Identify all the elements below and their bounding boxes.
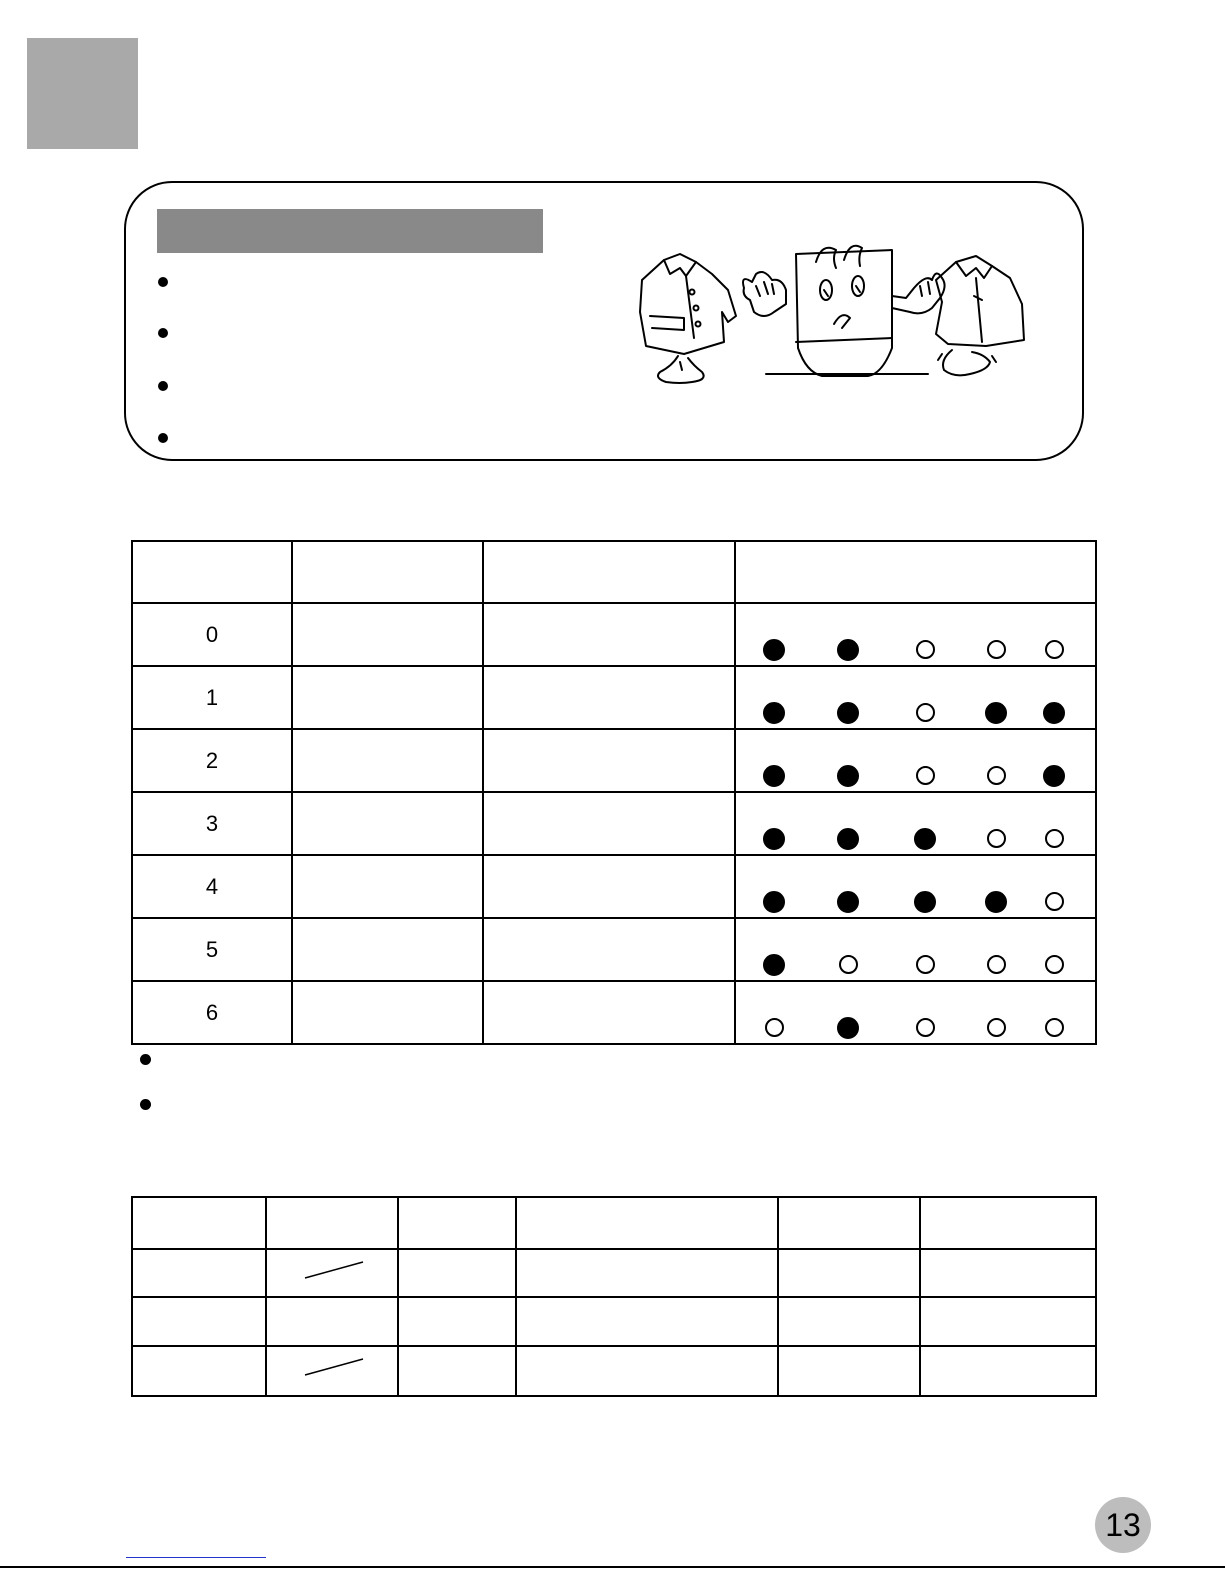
indicator-lamp-off	[916, 1018, 935, 1037]
table-cell	[132, 1346, 266, 1396]
indicator-lamp-off	[916, 766, 935, 785]
indicator-lamp-lit	[763, 891, 785, 913]
table-row	[132, 603, 1096, 666]
indicator-lamp-lit	[763, 954, 785, 976]
table-cell	[292, 603, 483, 666]
washing-machine-illustration	[636, 238, 1036, 403]
table-cell	[266, 1346, 398, 1396]
notice-bullet	[158, 381, 168, 391]
indicator-lamps	[735, 918, 1096, 981]
indicator-lamps	[735, 981, 1096, 1044]
indicator-lamp-lit	[1043, 702, 1065, 724]
indicator-lamp-off	[916, 955, 935, 974]
table-cell	[132, 1249, 266, 1297]
table-cell	[292, 729, 483, 792]
indicator-lamps	[735, 792, 1096, 855]
table-cell	[516, 1249, 778, 1297]
header-cell	[266, 1197, 398, 1249]
table-cell	[483, 918, 735, 981]
table-cell	[920, 1249, 1096, 1297]
indicator-lamp-lit	[763, 765, 785, 787]
header-cell	[483, 541, 735, 603]
indicator-lamp-lit	[763, 828, 785, 850]
error-code: 0	[132, 603, 292, 666]
indicator-lamp-off	[1045, 829, 1064, 848]
indicator-lamps	[735, 855, 1096, 918]
table-cell	[398, 1297, 516, 1346]
indicator-lamp-lit	[914, 828, 936, 850]
indicator-lamp-lit	[837, 891, 859, 913]
note-bullet	[140, 1054, 151, 1065]
table-cell	[483, 666, 735, 729]
table-cell	[920, 1346, 1096, 1396]
indicator-lamp-lit	[837, 828, 859, 850]
table-cell	[778, 1297, 920, 1346]
indicator-lamp-lit	[985, 891, 1007, 913]
header-cell	[292, 541, 483, 603]
table-cell	[266, 1249, 398, 1297]
notice-bullet	[158, 328, 168, 338]
footer-rule	[0, 1566, 1225, 1568]
table-row	[132, 666, 1096, 729]
table-cell	[132, 1297, 266, 1346]
table-cell	[516, 1297, 778, 1346]
indicator-lamp-off	[1045, 640, 1064, 659]
indicator-lamp-off	[1045, 892, 1064, 911]
indicator-lamp-lit	[914, 891, 936, 913]
table-cell	[778, 1346, 920, 1396]
table-cell	[778, 1249, 920, 1297]
table-row	[132, 981, 1096, 1044]
indicator-lamp-off	[987, 955, 1006, 974]
table-cell	[398, 1346, 516, 1396]
table-row	[132, 1346, 1096, 1396]
indicator-lamps	[735, 603, 1096, 666]
diagonal-slash-mark	[303, 1357, 365, 1377]
indicator-lamp-off	[916, 640, 935, 659]
indicator-lamps	[735, 666, 1096, 729]
table-cell	[483, 855, 735, 918]
indicator-lamp-lit	[837, 702, 859, 724]
header-cell-indicators	[735, 541, 1096, 603]
footer-link-underline[interactable]	[126, 1557, 266, 1558]
indicator-lamp-off	[765, 1018, 784, 1037]
indicator-lamp-off	[839, 955, 858, 974]
notice-bullet	[158, 433, 168, 443]
table-cell	[483, 729, 735, 792]
error-code: 4	[132, 855, 292, 918]
notice-bullet	[158, 277, 168, 287]
table-row	[132, 729, 1096, 792]
indicator-lamp-off	[987, 829, 1006, 848]
section-tab-marker	[27, 38, 138, 149]
indicator-lamp-lit	[985, 702, 1007, 724]
table-header-row	[132, 1197, 1096, 1249]
error-code: 1	[132, 666, 292, 729]
indicator-lamp-off	[1045, 955, 1064, 974]
table-row	[132, 1297, 1096, 1346]
header-cell-code	[132, 541, 292, 603]
table-cell	[292, 855, 483, 918]
indicator-lamp-off	[987, 1018, 1006, 1037]
spec-table	[131, 1196, 1097, 1397]
indicator-lamp-off	[987, 766, 1006, 785]
page-number: 13	[1095, 1497, 1151, 1553]
error-code-table	[131, 540, 1097, 1045]
table-cell	[483, 603, 735, 666]
header-cell	[398, 1197, 516, 1249]
table-row	[132, 1249, 1096, 1297]
table-cell	[920, 1297, 1096, 1346]
notice-box	[124, 181, 1084, 461]
header-cell	[920, 1197, 1096, 1249]
table-row	[132, 792, 1096, 855]
table-cell	[516, 1346, 778, 1396]
error-code: 2	[132, 729, 292, 792]
table-cell	[483, 792, 735, 855]
indicator-lamps	[735, 729, 1096, 792]
table-cell	[483, 981, 735, 1044]
indicator-lamp-off	[916, 703, 935, 722]
indicator-lamp-lit	[763, 702, 785, 724]
error-code: 6	[132, 981, 292, 1044]
notice-header-bar	[157, 209, 543, 253]
table-row	[132, 855, 1096, 918]
table-cell	[292, 981, 483, 1044]
indicator-lamp-lit	[837, 765, 859, 787]
note-bullet	[140, 1099, 151, 1110]
table-cell	[292, 918, 483, 981]
indicator-lamp-lit	[837, 639, 859, 661]
indicator-lamp-off	[1045, 1018, 1064, 1037]
indicator-lamp-lit	[837, 1017, 859, 1039]
indicator-lamp-lit	[1043, 765, 1065, 787]
indicator-lamp-lit	[763, 639, 785, 661]
diagonal-slash-mark	[303, 1260, 365, 1280]
header-cell	[132, 1197, 266, 1249]
indicator-lamp-off	[987, 640, 1006, 659]
error-code: 3	[132, 792, 292, 855]
table-header-row	[132, 541, 1096, 603]
header-cell	[778, 1197, 920, 1249]
table-cell	[292, 666, 483, 729]
error-code: 5	[132, 918, 292, 981]
table-row	[132, 918, 1096, 981]
header-cell	[516, 1197, 778, 1249]
table-cell	[266, 1297, 398, 1346]
table-cell	[292, 792, 483, 855]
table-cell	[398, 1249, 516, 1297]
